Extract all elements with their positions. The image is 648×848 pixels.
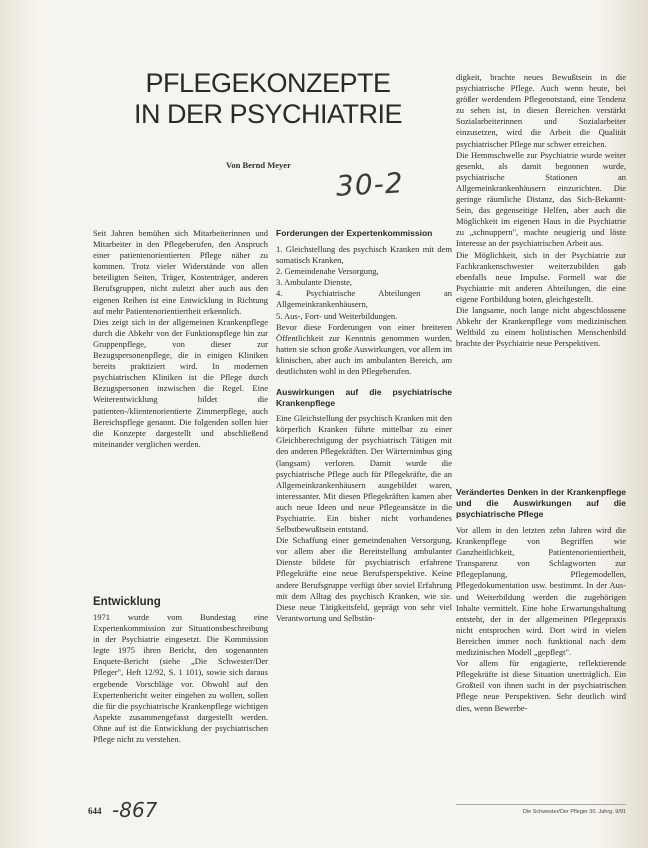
footer-rule <box>456 804 626 805</box>
column-3-paragraph: digkeit, brachte neues Bewußtsein in die psychiatrische Pflege. Auch wenn heute, bei größer werdendem Pflegenotstand, eine Tendenz zu sehen ist, in diesen Bereichen verstärkt Sozialarbeiterinnen und Sozialarbeiter einzusetzen, wird die Arbeit die Qualität psychiatrischer Pflege nur schwer erreichen. Die Hemmschwelle zur Psychiatrie wurde weiter gesenkt, als damit begonnen wurde, psychiatrische Stationen an Allgemeinkrankenhäusern einzurichten. Die geringe räumliche Distanz, das Sich-Bekannt-Sein, das gegenseitige Helfen, aber auch die Möglichkeit im eigenen Haus in die Psychiatrie zu „schnuppern", machte neugierig und löste Interesse an der psychiatrischen Arbeit aus. Die Möglichkeit, sich in der Psychiatrie zur Fachkrankenschwester weiterzubilden gab ebenfalls neue Impulse. Formell war die Psychiatrie mit anderen Abteilungen, die eine eigene Fortbildung boten, gleichgestellt. Die langsame, noch lange nicht abgeschlossene Abkehr der Krankenpflege vom medizinischen Weltbild zu einem holistischen Menschenbild brachte der Psychiatrie neue Perspektiven. <box>456 72 626 349</box>
subhead-auswirkungen: Auswirkungen auf die psychiatrische Krankenpflege <box>276 387 452 409</box>
column-1-entwicklung <box>93 612 268 745</box>
title-line-2: IN DER PSYCHIATRIE <box>133 99 403 129</box>
handwritten-note-text: 30-2 <box>335 166 405 203</box>
subhead-forderungen: Forderungen der Expertenkommission <box>276 228 433 238</box>
journal-footer: Die Schwester/Der Pfleger 30. Jahrg. 9/91 <box>522 809 626 815</box>
handwritten-annotation-top <box>335 166 404 202</box>
title-line-1: PFLEGEKONZEPTE <box>145 68 391 98</box>
column-1-intro <box>93 228 268 450</box>
column-3 <box>456 72 626 349</box>
intro-paragraph: Seit Jahren bemühen sich Mitarbeiterinnen und Mitarbeiter in den Pflegeberufen, den Anspruch einer patientenorientierten Pflege näher zu kommen. Trotz vieler Widerstände von allen beteiligten Seiten, Träger, Kostenträger, anderen Berufsgruppen, nicht zuletzt aber auch aus den eigenen Reihen ist eine Entwicklung in Richtung auf mehr Patientenorientiertheit erkennlich. Dies zeigt sich in der allgemeinen Krankenpflege durch die Abkehr von der Funktionspflege hin zur Gruppenpflege, von dieser zur Bezugspersonenpflege, die in einigen Kliniken bereits praktiziert wird. In modernen psychiatrischen Kliniken ist die Pflege durch Bezugspersonen inzwischen die Regel. Eine Weiterentwicklung bildet die patienten-/klientenorientierte Zimmerpflege, auch Bereichspflege genannt. Die folgenden sollen hier die Konzepte dargestellt und abschließend miteinander verglichen werden. <box>93 228 268 449</box>
article-title <box>108 68 428 130</box>
forderungen-paragraph: Bevor diese Forderungen von einer breiteren Öffentlichkeit zur Kenntnis genommen wurden, hatten sie schon große Auswirkungen, vor allem im klinischen, aber auch im ambulanten Bereich, am deutlichsten wohl in den Pflegeberufen. <box>276 321 452 377</box>
column-3-lower <box>456 487 626 714</box>
author-byline: Von Bernd Meyer <box>226 160 291 170</box>
forderungen-list: 1. Gleichstellung des psychisch Kranken mit dem somatisch Kranken, 2. Gemeindenahe Versorgung, 3. Ambulante Dienste, 4. Psychiatrische Abteilungen an Allgemeinkrankenhäusern, 5. Aus-, Fort- und Weiterbildungen. <box>276 244 452 321</box>
section-heading-entwicklung: Entwicklung <box>93 596 161 608</box>
column-2 <box>276 228 452 624</box>
veraendertes-denken-paragraph: Vor allem in den letzten zehn Jahren wird die Krankenpflege von Begriffen wie Ganzheitlichkeit, Patientenorientiertheit, Transparenz von Schlagworten zur Pflegeplanung, Pflegemodellen, Pflegedokumentation usw. bestimmt. In der Aus- und Weiterbildung werden die zugehörigen Inhalte vermittelt. Eine hohe Erwartungshaltung entsteht, der in der allgemeinen Pflegepraxis nicht entsprochen wird. Dort wird in vielen Bereichen immer noch funktional nach dem medizinischen Modell „gepflegt". Vor allem für engagierte, reflektierende Pflegekräfte ist diese Situation unerträglich. Ein Großteil von ihnen sucht in der psychiatrischen Pflege neue Perspektiven. Sehr deutlich wird dies, wenn Bewerbe- <box>456 525 626 713</box>
entwicklung-paragraph: 1971 wurde vom Bundestag eine Expertenkommission zur Situationsbeschreibung in der Psychiatrie eingesetzt. Die Kommission legte 1975 ihren Bericht, den sogenannten Enquete-Bericht (siehe „Die Schwester/Der Pfleger", Heft 12/92, S. 1 101), sowie sich daraus ergebende Vorschläge vor. Obwohl auf den Expertenbericht weiter eingehen zu wollen, sollen die für die psychiatrische Krankenpflege wichtigen Aspekte zusammengefasst dargestellt werden. Ohne auf ist die Entwicklung der psychiatrischen Pflege nicht zu verstehen. <box>93 612 268 745</box>
auswirkungen-paragraph: Eine Gleichstellung der psychisch Kranken mit den körperlich Kranken führte mittelbar zu einer Gleichberechtigung der psychiatrisch Tätigen mit den anderen Pflegekräften. Der Wärternimbus ging (langsam) verloren. Damit wurde die psychiatrische Pflege auch für Pflegekräfte, die an Allgemeinkrankenhäusern ausgebildet waren, interessanter. Mit diesen Pflegekräften kamen aber auch neue Ideen und neue Pflegeansätze in die Psychiatrie. Ein bisher nicht vorhandenes Selbstbewußtsein entstand. Die Schaffung einer gemeindenahen Versorgung, vor allem aber die Bereitstellung ambulanter Dienste bildete für psychiatrisch erfahrene Pflegekräfte eine neue Berufsperspektive. Keine andere Berufsgruppe verfügt über soviel Erfahrung mit dem Alltag des psychisch Kranken, wie sie. Diese neue Tätigkeitsfeld, geprägt von sehr viel Verantwortung und Selbstän- <box>276 413 452 623</box>
page-number: 644 <box>88 806 102 816</box>
subhead-veraendertes-denken: Verändertes Denken in der Krankenpflege und die Auswirkungen auf die psychiatrische Pflege <box>456 487 626 519</box>
handwritten-annotation-bottom: -867 <box>112 798 158 822</box>
